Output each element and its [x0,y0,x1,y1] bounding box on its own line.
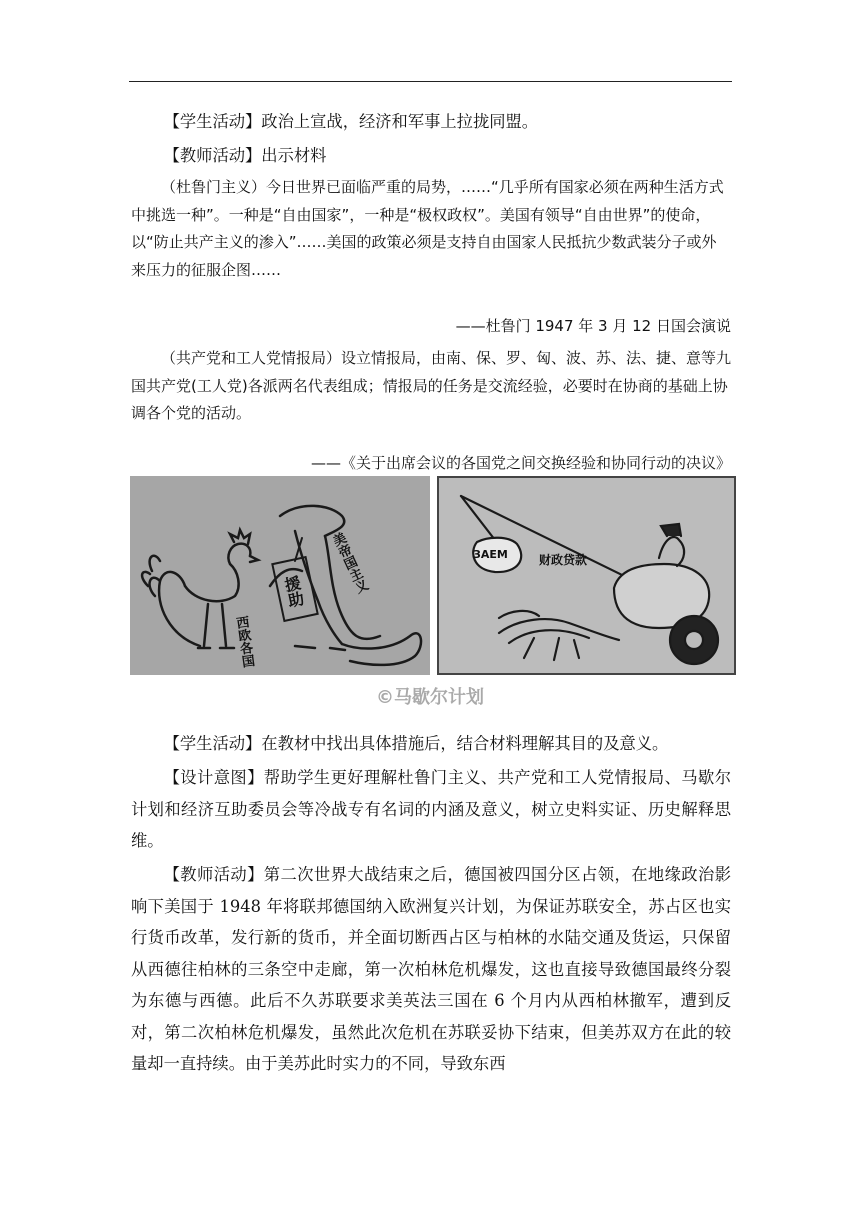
financial-loan-label: 财政贷款 [539,553,588,567]
truman-source: ——杜鲁门 1947 年 3 月 12 日国会演说 [455,317,731,335]
cominform-source: ——《关于出席会议的各国党之间交换经验和协同行动的决议》 [310,454,731,472]
aid-sign-label: 援助 [280,574,306,610]
rooster-label: 西欧各国 [232,614,255,669]
student-activity-2: 【学生活动】在教材中找出具体措施后，结合材料理解其目的及意义。 [163,734,669,753]
image-caption-watermark: ©马歇尔计划 [376,687,484,708]
design-intent: 【设计意图】帮助学生更好理解杜鲁门主义、共产党和工人党情报局、马歇尔计划和经济互助委员会等冷战专有名词的内涵及意义，树立史料实证、历史解释思维。 [131,768,731,850]
teacher-activity-2: 【教师活动】第二次世界大战结束之后，德国被四国分区占领，在地缘政治影响下美国于 1948 年将联邦德国纳入欧洲复兴计划，为保证苏联安全，苏占区也实行货币改革，发行新的货币，并全面切断西占区与柏林的水陆交通及货运，只保留从西德往柏林的三条空中走廊，第一次柏林危机爆发，这也直接导致德国最终分裂为东德与西德。此后不久苏联要求美英法三国在 6 个月内从西柏林撤军，遭到反对，第二次柏林危机爆发，虽然此次危机在苏联妥协下结束，但美苏双方在此的较量却一直持续。由于美苏此时实力的不同，导致东西 [131,865,731,1073]
student-activity-1: 【学生活动】政治上宣战，经济和军事上拉拢同盟。 [163,112,539,131]
cartoon-loan-car [437,476,736,675]
cominform-quote: （共产党和工人党情报局）设立情报局，由南、保、罗、匈、波、苏、法、捷、意等九国共产党(工人党)各派两名代表组成；情报局的任务是交流经验，必要时在协商的基础上协调各个党的活动。 [131,349,732,422]
cartoon-rooster-rat [130,476,430,675]
header-rule [129,81,732,82]
loan-bag-label: ЗАЕМ [473,548,508,561]
rat-label: 美帝国主义 [328,530,370,597]
teacher-activity-1: 【教师活动】出示材料 [163,146,327,165]
truman-doctrine-quote: （杜鲁门主义）今日世界已面临严重的局势，……“几乎所有国家必须在两种生活方式中挑选一种”。一种是“自由国家”，一种是“极权政权”。美国有领导“自由世界”的使命，以“防止共产主义的渗入”……美国的政策必须是支持自由国家人民抵抗少数武装分子或外来压力的征服企图…… [131,178,724,279]
